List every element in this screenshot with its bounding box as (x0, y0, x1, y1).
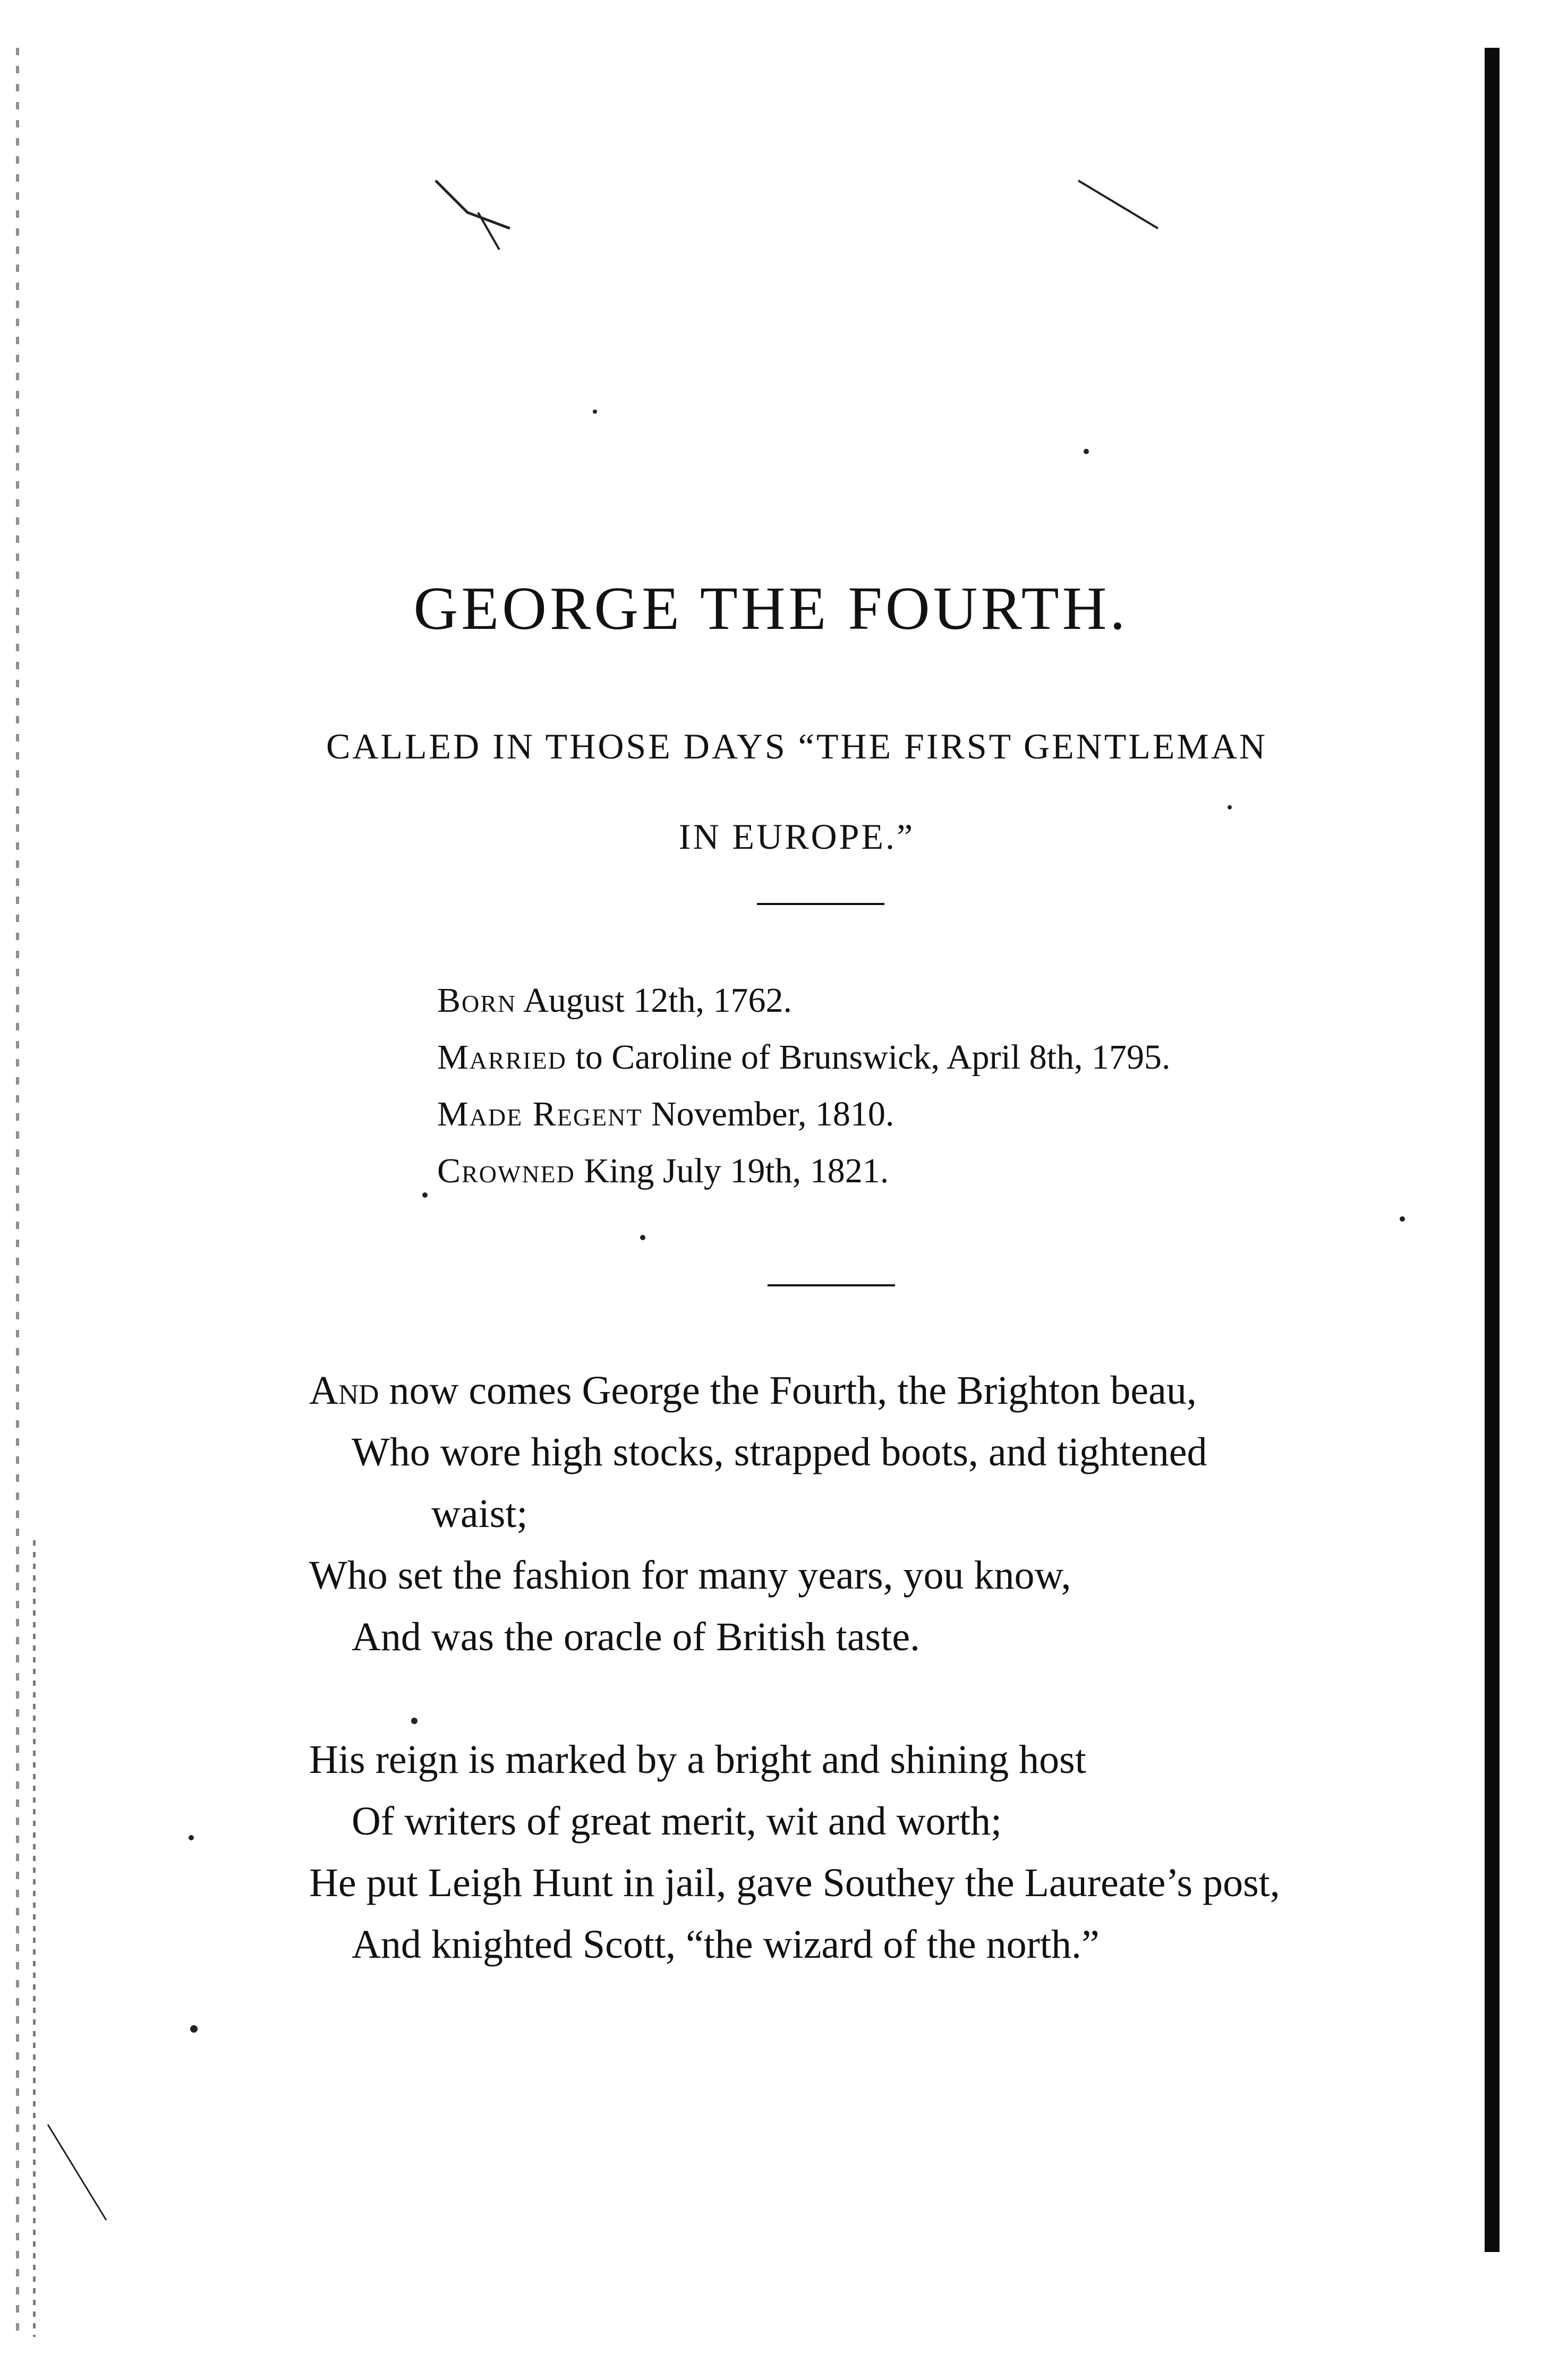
subtitle-line-2: IN EUROPE.” (678, 816, 915, 857)
verse-line-continuation: waist; (431, 1491, 528, 1536)
fact-born (437, 972, 1170, 1029)
verse-text: now comes George the Fourth, the Brighton beau, (379, 1368, 1197, 1413)
fact-label: Born (437, 981, 517, 1020)
verse-first-word: And (309, 1368, 379, 1413)
fact-label: Made Regent (437, 1095, 643, 1133)
biographical-facts (437, 972, 1170, 1199)
poem-stanza-2 (309, 1729, 1280, 1975)
verse-line: And knighted Scott, “the wizard of the north.” (352, 1922, 1100, 1967)
verse-line (309, 1360, 1207, 1421)
fact-text: November, 1810. (642, 1095, 894, 1133)
fact-crowned (437, 1142, 1170, 1199)
verse-line: Of writers of great merit, wit and worth; (352, 1799, 1002, 1844)
verse-line: And was the oracle of British taste. (352, 1615, 921, 1659)
verse-line: His reign is marked by a bright and shining host (309, 1737, 1086, 1782)
fact-text: to Caroline of Brunswick, April 8th, 1795. (566, 1038, 1171, 1077)
verse-line: Who set the fashion for many years, you know, (309, 1553, 1071, 1598)
divider-rule-bottom (768, 1284, 895, 1286)
fact-married (437, 1029, 1170, 1086)
subtitle-line-1: CALLED IN THOSE DAYS “THE FIRST GENTLEMAN (326, 726, 1268, 766)
verse-line: Who wore high stocks, strapped boots, and tightened (352, 1430, 1207, 1474)
fact-label: Crowned (437, 1151, 575, 1190)
page-title: GEORGE THE FOURTH. (413, 575, 1129, 643)
fact-text: King July 19th, 1821. (575, 1151, 889, 1190)
divider-rule-top (757, 903, 884, 905)
fact-regent (437, 1086, 1170, 1142)
poem-stanza-1 (309, 1360, 1207, 1668)
fact-text: August 12th, 1762. (516, 981, 793, 1020)
fact-label: Married (437, 1038, 567, 1077)
subtitle (276, 701, 1317, 882)
verse-line: He put Leigh Hunt in jail, gave Southey the Laureate’s post, (309, 1861, 1280, 1905)
